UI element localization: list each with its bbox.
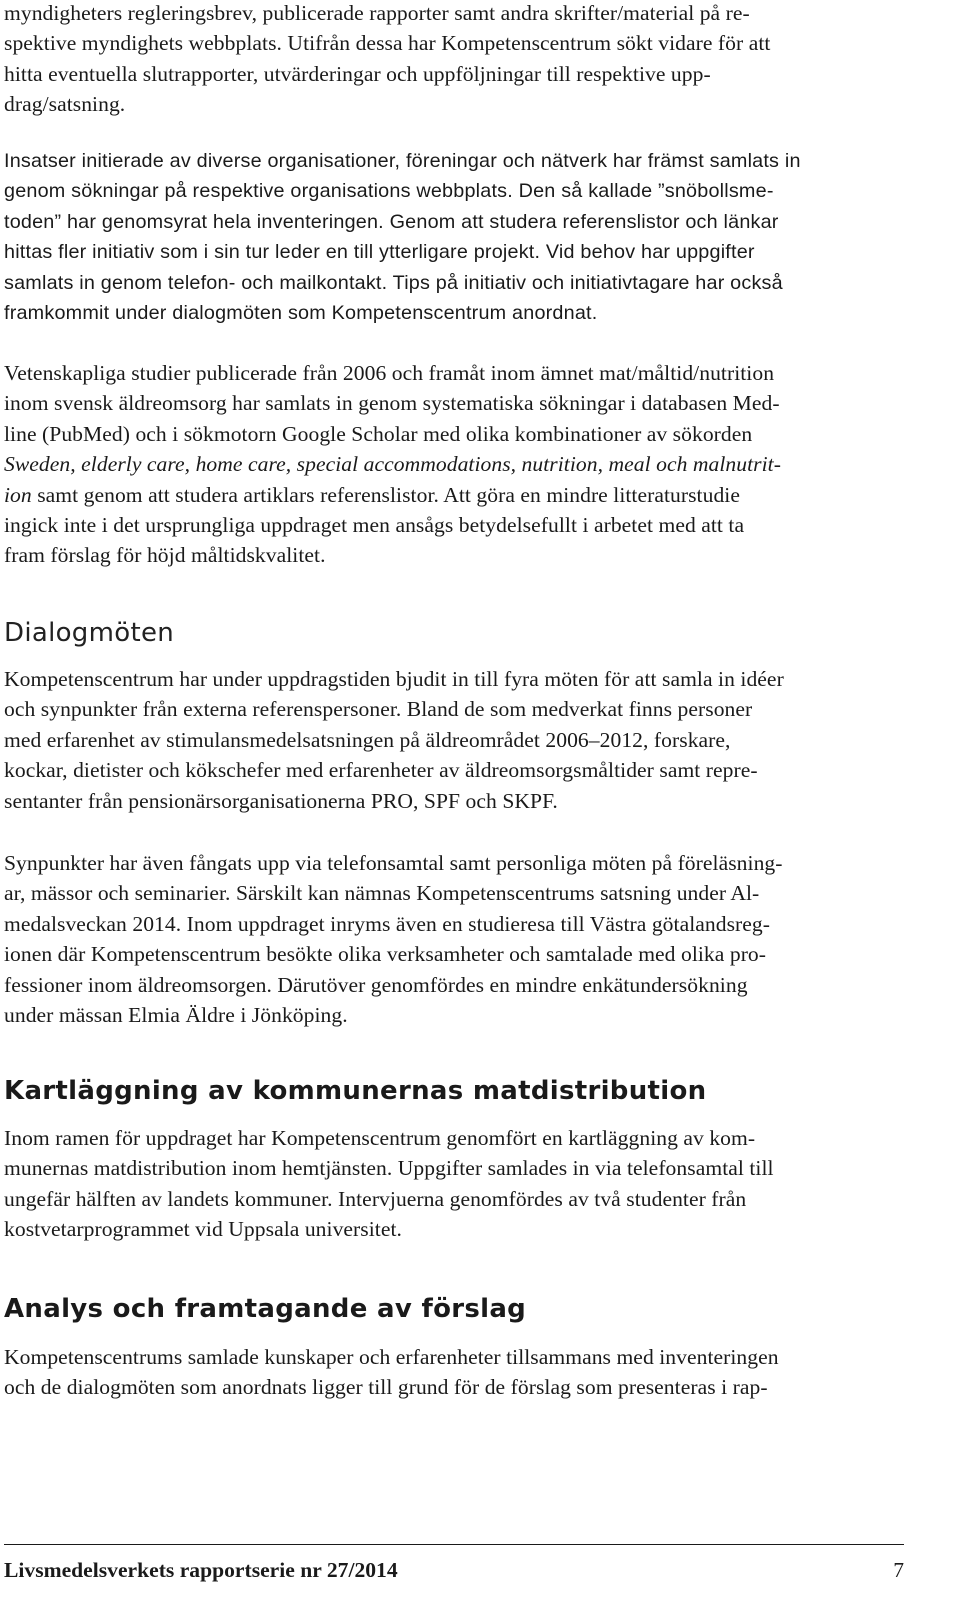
footer-series-title: Livsmedelsverkets rapportserie nr 27/2014: [4, 1558, 398, 1582]
paragraph-scientific-text-a: Vetenskapliga studier publicerade från 2006 och framåt inom ämnet mat/måltid/nutrition inom svensk äldreomsorg har samlats in genom systematiska sökningar i databasen Med- line (PubMed) och i sökmotorn Google Scholar med olika kombinationer av sökorden: [4, 361, 780, 446]
page-footer: [4, 1544, 904, 1585]
paragraph-analysis: Kompetenscentrums samlade kunskaper och erfarenheter tillsammans med inventeringen och de dialogmöten som anordnats ligger till grund för de förslag som presenteras i rap-: [4, 1345, 779, 1400]
heading-kartlaggning: Kartläggning av kommunernas matdistribution: [4, 1076, 707, 1106]
paragraph-initiatives: Insatser initierade av diverse organisationer, föreningar och nätverk har främst samlats in genom sökningar på respektive organisations webbplats. Den så kallade ”snöbollsme- toden” har genomsyrat hela inventeringen. Genom att studera referenslistor och länkar hittas fler initiativ som i sin tur leder en till ytterligare projekt. Vid behov har uppgifter samlats in genom telefon- och mailkontakt. Tips på initiativ och initiativtagare har också framkommit under dialogmöten som Kompetenscentrum anordnat.: [4, 150, 801, 325]
paragraph-sources: myndigheters regleringsbrev, publicerade rapporter samt andra skrifter/material på re- spektive myndighets webbplats. Utifrån dessa har Kompetenscentrum sökt vidare för att hitta eventuella slutrapporter, utvärderingar och uppföljningar till respektive upp- drag/satsning.: [4, 1, 771, 117]
footer-page-number: 7: [893, 1558, 904, 1582]
paragraph-feedback: Synpunkter har även fångats upp via telefonsamtal samt personliga möten på föreläsning- ar, mässor och seminarier. Särskilt kan nämnas Kompetenscentrums satsning under Al- medalsveckan 2014. Inom uppdraget inryms även en studieresa till Västra götalandsreg- ionen där Kompetenscentrum besökte olika verksamheter och samtalade med olika pro- fessioner inom äldreomsorgen. Därutöver genomfördes en mindre enkätundersökning under mässan Elmia Äldre i Jönköping.: [4, 851, 783, 1028]
paragraph-scientific-studies: [4, 358, 781, 571]
paragraph-scientific-text-b: samt genom att studera artiklars referenslistor. Att göra en mindre litteraturstudie ingick inte i det ursprungliga uppdraget men ansågs betydelsefullt i arbetet med att ta fram förslag för höjd måltidskvalitet.: [4, 482, 745, 568]
heading-analys: Analys och framtagande av förslag: [4, 1294, 527, 1324]
paragraph-mapping: Inom ramen för uppdraget har Kompetenscentrum genomfört en kartläggning av kom- munernas matdistribution inom hemtjänsten. Uppgifter samlades in via telefonsamtal till ungefär hälften av landets kommuner. Intervjuerna genomfördes av två studenter från kostvetarprogrammet vid Uppsala universitet.: [4, 1126, 774, 1242]
heading-dialogmoten: Dialogmöten: [4, 618, 175, 648]
paragraph-dialog-meetings: Kompetenscentrum har under uppdragstiden bjudit in till fyra möten för att samla in idéer och synpunkter från externa referenspersoner. Bland de som medverkat finns personer med erfarenhet av stimulansmedelsatsningen på äldreområdet 2006–2012, forskare, kockar, dietister och kökschefer med erfarenheter av äldreomsorgsmåltider samt repre- sentanter från pensionärsorganisationerna PRO, SPF och SKPF.: [4, 667, 784, 813]
search-terms-italic: Sweden, elderly care, home care, special accommodations, nutrition, meal och malnutrit- ion: [4, 452, 781, 507]
